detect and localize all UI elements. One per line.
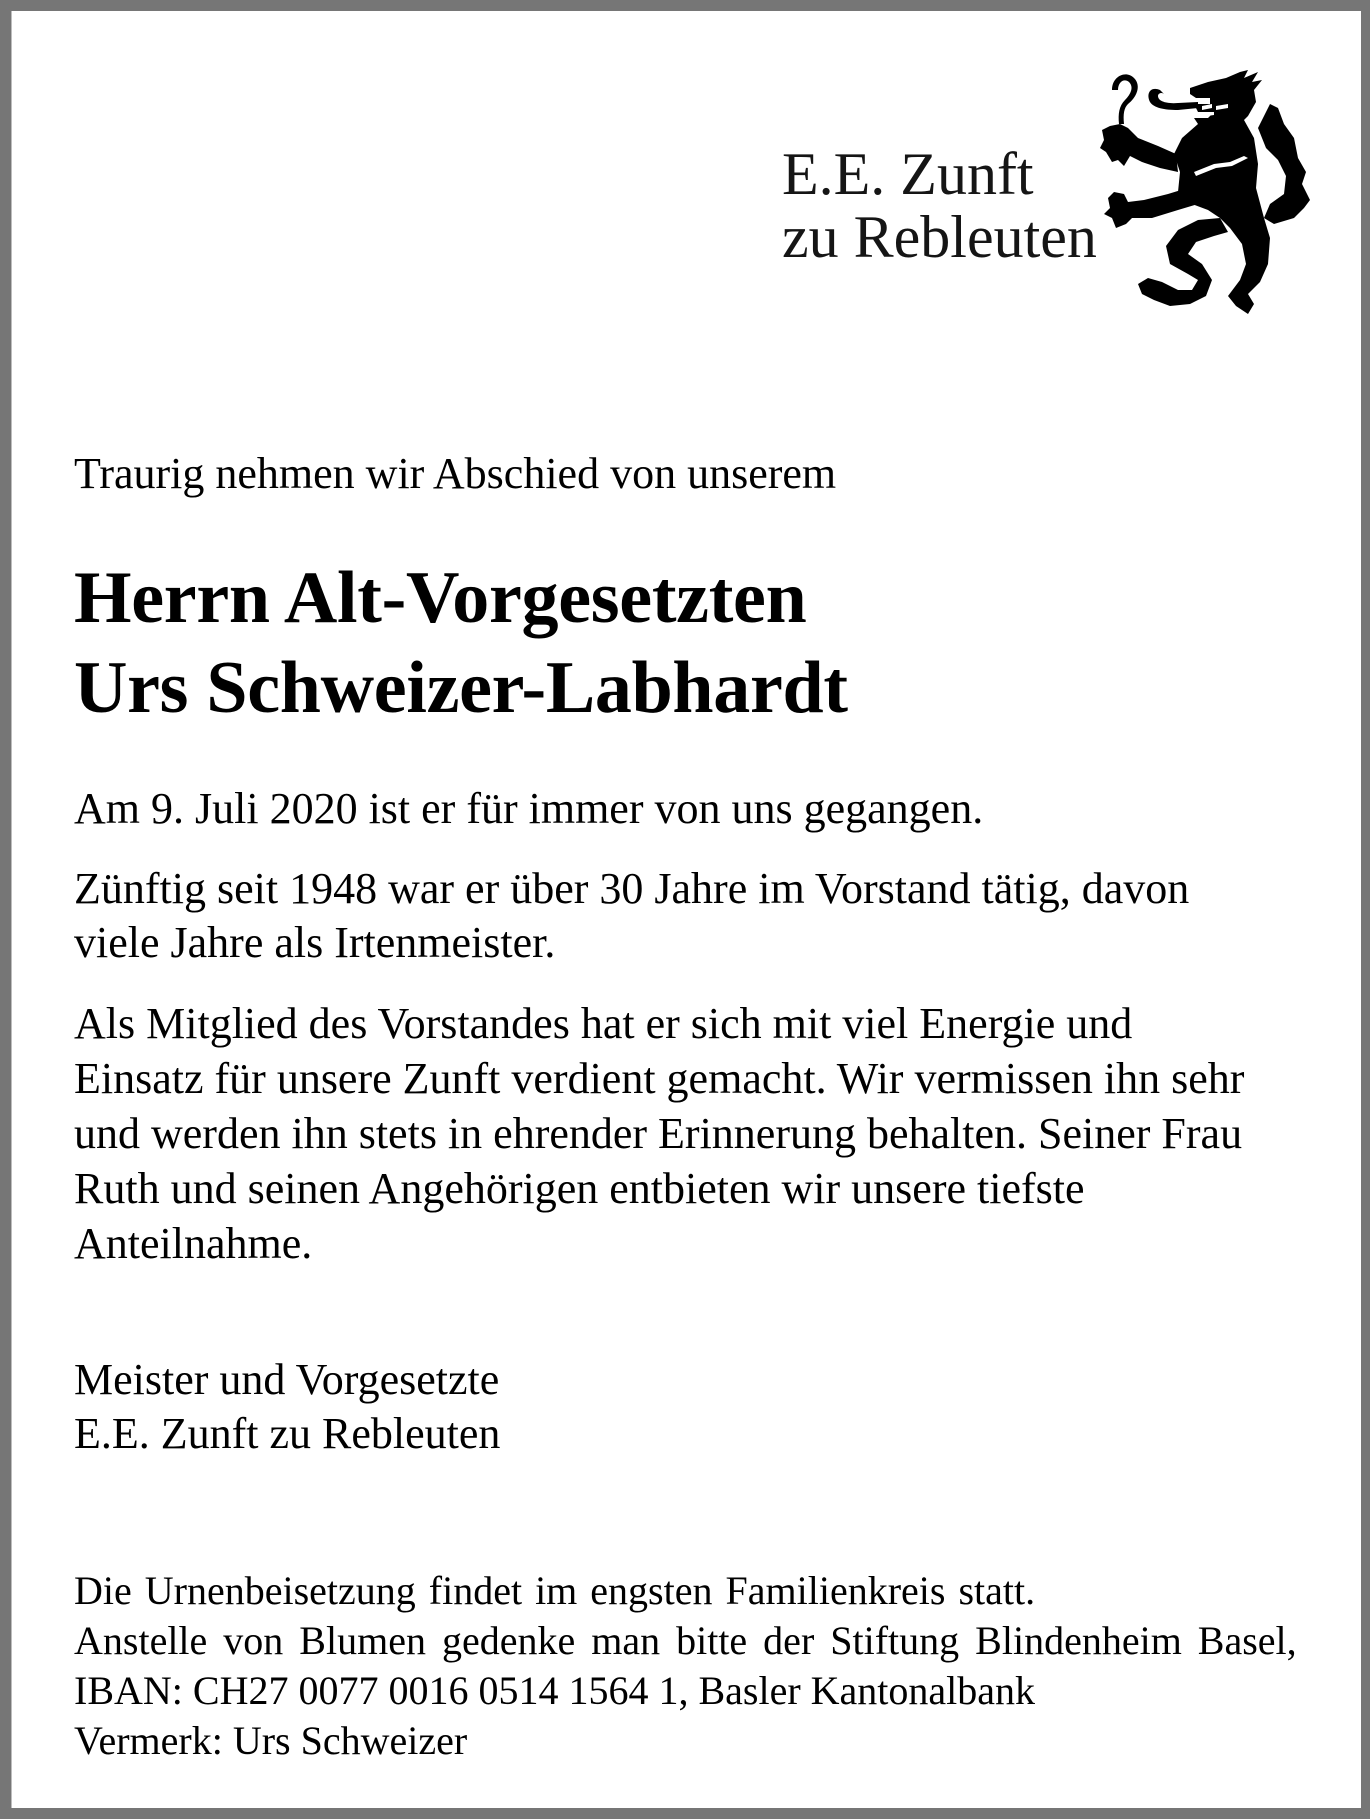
emblem-raised-paw [1100, 124, 1178, 172]
funeral-info-line: Die Urnenbeisetzung findet im engsten Familienkreis statt. [74, 1568, 1036, 1613]
signature-block [74, 1353, 500, 1461]
paragraph-line: und werden ihn stets in ehrender Erinnerung behalten. Seiner Frau [74, 1109, 1243, 1158]
emblem-body [1174, 120, 1270, 314]
funeral-info-block [74, 1566, 1297, 1766]
emblem-lower-arm [1104, 186, 1198, 228]
paragraph-membership [74, 862, 1189, 970]
emblem-hind-leg [1138, 218, 1228, 306]
paragraph-line: viele Jahre als Irtenmeister. [74, 918, 556, 967]
paragraph-line: Ruth und seinen Angehörigen entbieten wir unsere tiefste [74, 1164, 1085, 1213]
paragraph-tribute [74, 996, 1244, 1271]
paragraph-line: Einsatz für unsere Zunft verdient gemacht. Wir vermissen ihn sehr [74, 1054, 1245, 1103]
emblem-tail [1258, 104, 1310, 224]
intro-text: Traurig nehmen wir Abschied von unserem [74, 449, 837, 498]
guild-logo-text [782, 143, 1097, 269]
paragraph-line: Anteilnahme. [74, 1219, 313, 1268]
logo-line-2: zu Rebleuten [782, 204, 1097, 270]
paragraph-death-date: Am 9. Juli 2020 ist er für immer von uns gegangen. [74, 784, 984, 833]
deceased-name: Urs Schweizer-Labhardt [74, 647, 848, 729]
wolf-emblem-icon [1098, 68, 1318, 318]
iban-line: IBAN: CH27 0077 0016 0514 1564 1, Basler Kantonalbank [74, 1668, 1036, 1713]
paragraph-line: Zünftig seit 1948 war er über 30 Jahre im Vorstand tätig, davon [74, 864, 1190, 913]
emblem-hook [1112, 74, 1138, 124]
reference-line: Vermerk: Urs Schweizer [74, 1718, 468, 1763]
signature-line-1: Meister und Vorgesetzte [74, 1355, 500, 1404]
emblem-head [1190, 70, 1262, 126]
deceased-title-line: Herrn Alt-Vorgesetzten [74, 557, 807, 639]
logo-line-1: E.E. Zunft [782, 141, 1034, 207]
paragraph-line: Als Mitglied des Vorstandes hat er sich mit viel Energie und [74, 999, 1133, 1048]
obituary-page [11, 11, 1361, 1808]
donation-info-line: Anstelle von Blumen gedenke man bitte der Stiftung Blindenheim Basel, [74, 1618, 1297, 1663]
signature-line-2: E.E. Zunft zu Rebleuten [74, 1409, 501, 1458]
